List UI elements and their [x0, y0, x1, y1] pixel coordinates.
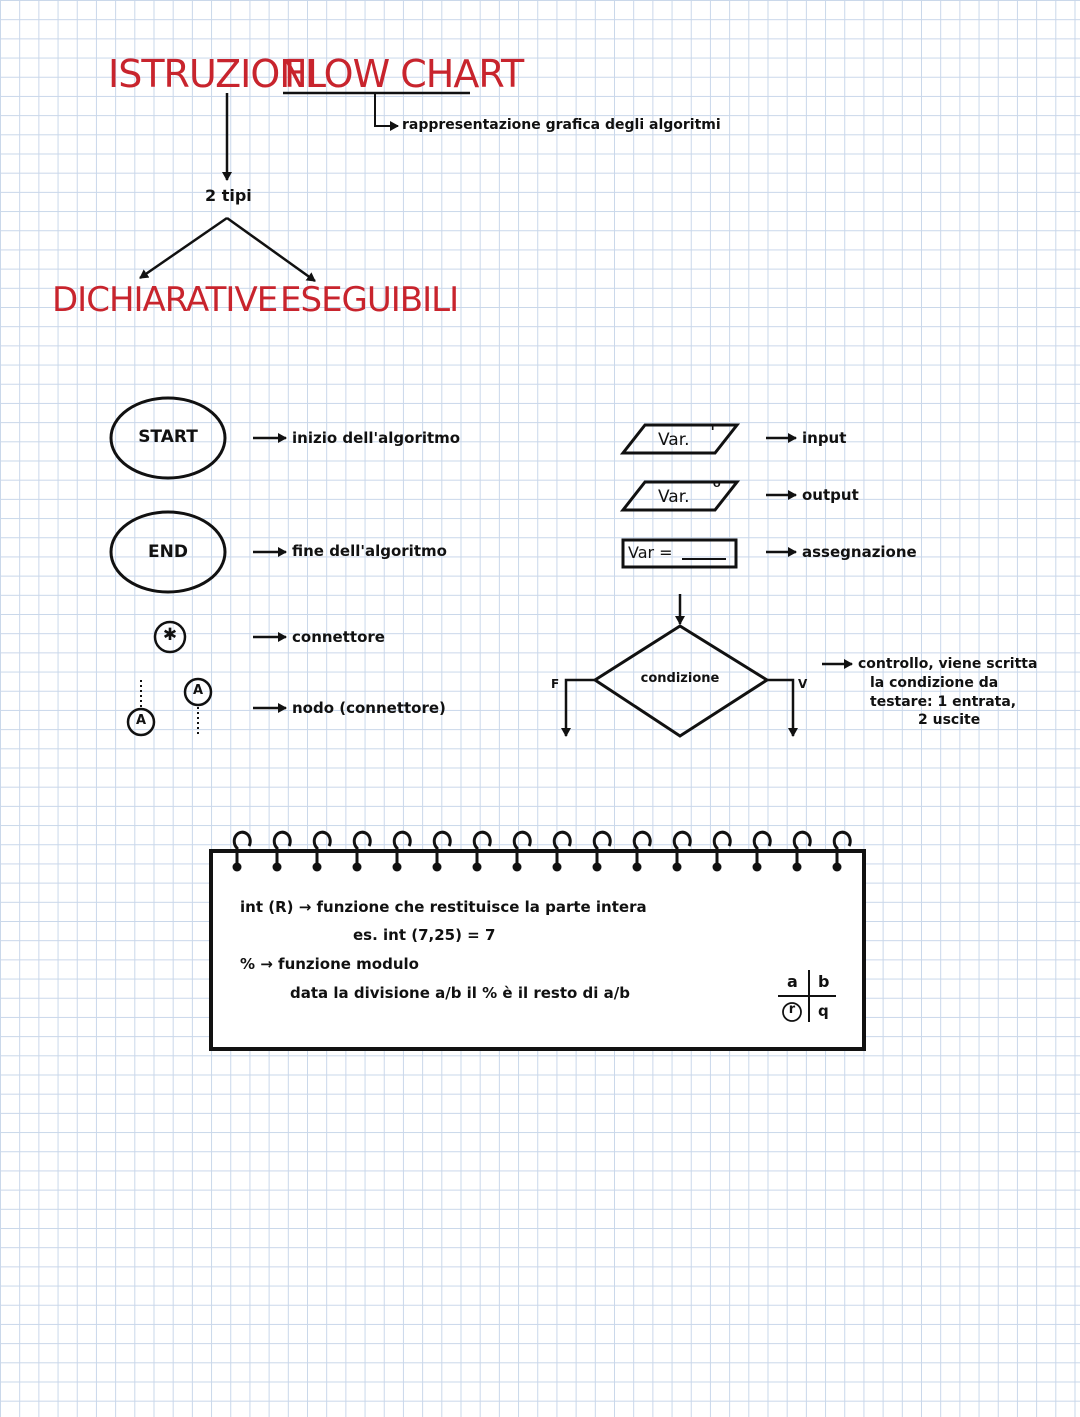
division-q: q: [818, 1002, 829, 1020]
input-label: Var.: [658, 430, 690, 450]
branch-left-arrow: [140, 218, 227, 278]
spiral-hole: [233, 863, 242, 872]
output-desc: output: [802, 486, 859, 504]
end-label: END: [148, 542, 188, 562]
node-letter-right: A: [192, 683, 204, 698]
spiral-hole: [793, 863, 802, 872]
node-letter-left: A: [135, 713, 147, 728]
notebook-line-modulo: % → funzione modulo: [240, 955, 419, 973]
spiral-hole: [753, 863, 762, 872]
definition-arrow: [375, 93, 398, 126]
node-desc: nodo (connettore): [292, 699, 446, 717]
spiral-hole: [553, 863, 562, 872]
title-flow-chart: FLOW CHART: [284, 52, 524, 96]
condition-true-label: V: [798, 677, 808, 691]
connector-desc: connettore: [292, 628, 385, 646]
spiral-hole: [313, 863, 322, 872]
division-b: b: [818, 972, 830, 991]
spiral-hole: [713, 863, 722, 872]
input-desc: input: [802, 429, 847, 447]
spiral-hole: [433, 863, 442, 872]
spiral-hole: [513, 863, 522, 872]
assign-desc: assegnazione: [802, 543, 917, 561]
condition-false-branch: [566, 680, 595, 736]
spiral-hole: [593, 863, 602, 872]
spiral-hole: [353, 863, 362, 872]
output-tag: O: [713, 480, 721, 490]
asterisk-icon: ✱: [162, 625, 178, 645]
type-dichiarative: DICHIARATIVE: [52, 280, 278, 320]
notebook-line-division: data la divisione a/b il % è il resto di a/b: [290, 984, 630, 1002]
notebook-box: [211, 851, 864, 1049]
condition-label: condizione: [640, 671, 720, 686]
condition-desc-line2: la condizione da: [870, 675, 999, 691]
spiral-hole: [393, 863, 402, 872]
definition-text: rappresentazione grafica degli algoritmi: [402, 117, 721, 133]
division-a: a: [787, 972, 798, 991]
end-desc: fine dell'algoritmo: [292, 542, 447, 560]
spiral-hole: [273, 863, 282, 872]
branch-right-arrow: [227, 218, 315, 281]
types-count: 2 tipi: [205, 186, 252, 205]
spiral-hole: [473, 863, 482, 872]
start-desc: inizio dell'algoritmo: [292, 429, 461, 447]
condition-false-label: F: [551, 677, 560, 691]
condition-true-branch: [767, 680, 793, 736]
notebook-line-example: es. int (7,25) = 7: [353, 926, 496, 944]
notebook-line-int: int (R) → funzione che restituisce la parte intera: [240, 898, 647, 916]
start-label: START: [138, 427, 198, 447]
spiral-hole: [673, 863, 682, 872]
input-tag: I: [711, 423, 715, 433]
type-eseguibili: ESEGUIBILI: [280, 280, 459, 320]
condition-desc-line1: controllo, viene scritta: [858, 656, 1038, 672]
spiral-hole: [833, 863, 842, 872]
assign-label: Var =: [628, 543, 673, 562]
title-istruzioni: ISTRUZIONI: [108, 52, 317, 96]
output-label: Var.: [658, 487, 690, 507]
condition-desc-line3: testare: 1 entrata,: [870, 694, 1017, 710]
division-r: r: [788, 1002, 796, 1017]
condition-desc-line4: 2 uscite: [918, 712, 981, 728]
spiral-hole: [633, 863, 642, 872]
